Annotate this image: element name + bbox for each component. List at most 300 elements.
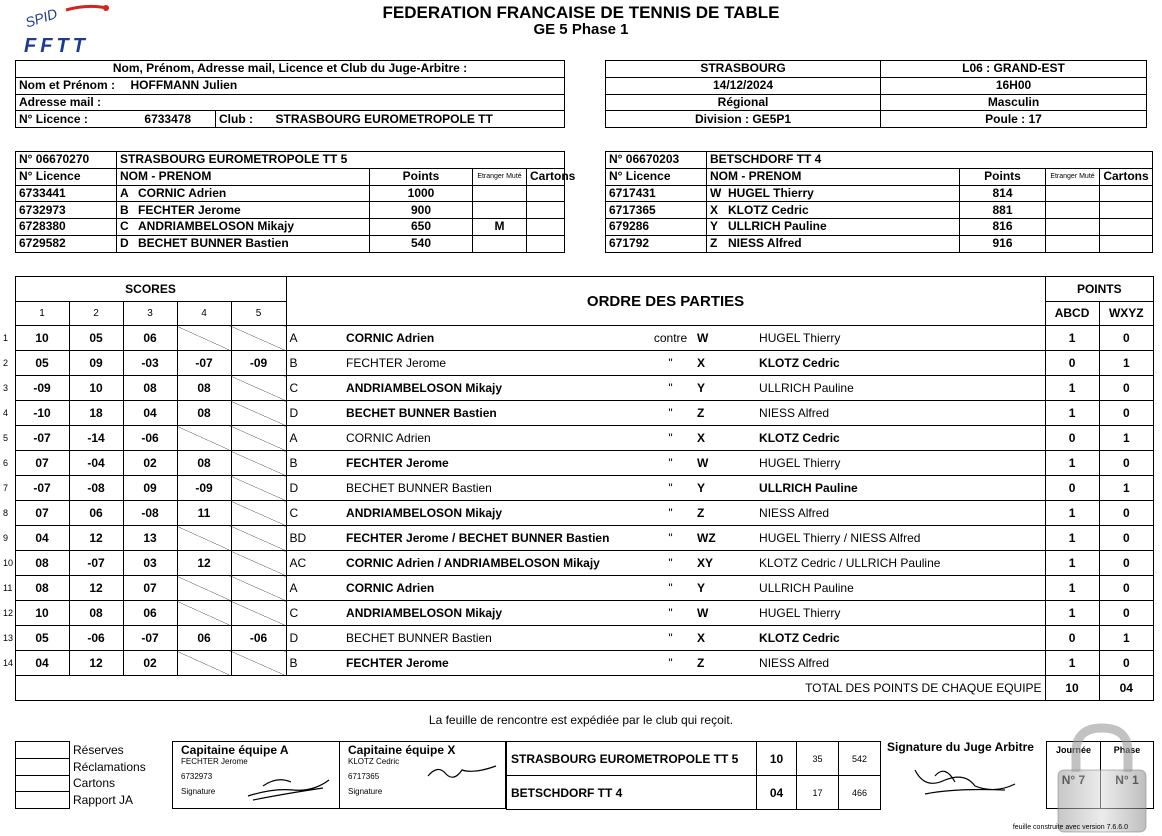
score-empty-cell xyxy=(231,401,286,426)
match-info-table xyxy=(605,60,1147,128)
player-name: ANDRIAMBELOSON Mikajy xyxy=(138,219,295,234)
points-x: 0 xyxy=(1099,501,1153,526)
player-points: 900 xyxy=(370,202,473,219)
points-a: 1 xyxy=(1045,501,1099,526)
game-row xyxy=(3,551,1154,576)
player-mute: M xyxy=(473,219,527,236)
player-mute xyxy=(473,235,527,252)
captain-x-name: KLOTZ Cedric xyxy=(348,757,400,766)
score-empty-cell xyxy=(231,526,286,551)
set-score: 03 xyxy=(123,551,177,576)
set-score: -09 xyxy=(177,476,231,501)
set-score: 10 xyxy=(15,326,69,351)
set-score: -08 xyxy=(123,501,177,526)
player-name: FECHTER Jerome xyxy=(138,202,241,217)
page-subtitle: GE 5 Phase 1 xyxy=(533,21,629,38)
set-score: 08 xyxy=(177,376,231,401)
set-score: 06 xyxy=(123,601,177,626)
player-name-cell xyxy=(117,235,370,252)
points-x: 0 xyxy=(1099,601,1153,626)
player-licence: 671792 xyxy=(606,235,707,252)
captain-a-licence: 6732973 xyxy=(181,772,213,781)
set-score: 09 xyxy=(69,351,123,376)
score-empty-cell xyxy=(231,451,286,476)
captain-x-label: Capitaine équipe X xyxy=(348,743,456,757)
set-score: 09 xyxy=(123,476,177,501)
points-x: 0 xyxy=(1099,526,1153,551)
player-letter: X xyxy=(710,202,719,217)
captain-a-signature xyxy=(243,768,333,804)
points-a: 0 xyxy=(1045,351,1099,376)
set-score: 05 xyxy=(69,326,123,351)
versus-label: " xyxy=(647,451,694,476)
set-score: -03 xyxy=(123,351,177,376)
game-row xyxy=(3,601,1154,626)
points-a: 1 xyxy=(1045,526,1099,551)
set-score: 06 xyxy=(123,326,177,351)
referee-heading: Nom, Prénom, Adresse mail, Licence et Club du Juge-Arbitre : xyxy=(16,61,565,78)
player-a-letter: D xyxy=(286,476,343,501)
player-licence: 679286 xyxy=(606,219,707,236)
player-licence: 6728380 xyxy=(16,219,117,236)
match-city: STRASBOURG xyxy=(606,61,881,78)
player-a-letter: D xyxy=(286,401,343,426)
set-number-1: 1 xyxy=(15,301,69,326)
player-a-letter: AC xyxy=(286,551,343,576)
set-score: 04 xyxy=(15,651,69,676)
player-mute xyxy=(473,185,527,202)
versus-label: " xyxy=(647,651,694,676)
team-a-header-name: NOM - PRENOM xyxy=(117,168,370,185)
player-a-name: FECHTER Jerome xyxy=(343,651,647,676)
game-row xyxy=(3,426,1154,451)
player-cards xyxy=(527,219,565,236)
player-points: 540 xyxy=(370,235,473,252)
score-empty-cell xyxy=(177,576,231,601)
versus-label: " xyxy=(647,376,694,401)
player-points: 1000 xyxy=(370,185,473,202)
player-a-letter: C xyxy=(286,501,343,526)
player-a-name: BECHET BUNNER Bastien xyxy=(343,476,647,501)
set-score: -07 xyxy=(177,351,231,376)
player-a-letter: B xyxy=(286,651,343,676)
check-box-reserves[interactable] xyxy=(16,742,70,759)
player-cards xyxy=(1100,235,1153,252)
result-team-x-points: 04 xyxy=(757,776,797,810)
result-team-x: BETSCHDORF TT 4 xyxy=(507,776,757,810)
versus-label: contre xyxy=(647,326,694,351)
player-letter: Z xyxy=(710,236,718,251)
player-a-name: ANDRIAMBELOSON Mikajy xyxy=(343,501,647,526)
game-number: 9 xyxy=(3,533,9,543)
versus-label: " xyxy=(647,626,694,651)
captain-a-label: Capitaine équipe A xyxy=(181,743,289,757)
player-x-letter: Y xyxy=(694,376,756,401)
team-a-table xyxy=(15,151,576,253)
game-row xyxy=(3,476,1154,501)
player-points: 814 xyxy=(960,185,1046,202)
set-score: 04 xyxy=(123,401,177,426)
player-name-cell xyxy=(707,219,960,236)
player-name: BECHET BUNNER Bastien xyxy=(138,236,289,251)
player-x-letter: WZ xyxy=(694,526,756,551)
game-number: 11 xyxy=(3,583,13,593)
match-division: Division : GE5P1 xyxy=(606,111,881,128)
score-empty-cell xyxy=(177,526,231,551)
team-a-header-mute: Etranger Muté xyxy=(473,168,527,185)
points-x: 0 xyxy=(1099,651,1153,676)
set-score: 08 xyxy=(15,576,69,601)
set-number-2: 2 xyxy=(69,301,123,326)
check-label-cartons: Cartons xyxy=(73,776,116,791)
game-number: 2 xyxy=(3,358,9,368)
set-score: 08 xyxy=(15,551,69,576)
team-x-header-mute: Etranger Muté xyxy=(1046,168,1100,185)
team-a-header-licence: N° Licence xyxy=(16,168,117,185)
set-score: 10 xyxy=(15,601,69,626)
player-a-letter: B xyxy=(286,351,343,376)
player-a-name: CORNIC Adrien xyxy=(343,576,647,601)
result-team-a-sets: 35 xyxy=(797,742,839,776)
match-gender: Masculin xyxy=(881,94,1147,111)
order-label: ORDRE DES PARTIES xyxy=(286,277,1045,326)
check-box-rapport[interactable] xyxy=(16,792,70,809)
player-cards xyxy=(527,235,565,252)
set-score: 04 xyxy=(15,526,69,551)
check-label-rapport: Rapport JA xyxy=(73,793,134,808)
game-number: 3 xyxy=(3,383,9,393)
versus-label: " xyxy=(647,351,694,376)
player-row xyxy=(606,235,1153,252)
referee-signature xyxy=(905,760,1020,805)
player-x-letter: Y xyxy=(694,476,756,501)
points-x: 1 xyxy=(1099,426,1153,451)
game-row xyxy=(3,626,1154,651)
player-name-cell xyxy=(117,219,370,236)
player-row xyxy=(16,219,565,236)
points-x: 0 xyxy=(1099,551,1153,576)
player-x-name: ULLRICH Pauline xyxy=(756,576,1045,601)
points-x: 0 xyxy=(1099,376,1153,401)
set-score: 13 xyxy=(123,526,177,551)
player-a-name: CORNIC Adrien xyxy=(343,326,647,351)
player-x-name: HUGEL Thierry / NIESS Alfred xyxy=(756,526,1045,551)
captain-x xyxy=(340,742,505,808)
versus-label: " xyxy=(647,601,694,626)
set-score: 12 xyxy=(69,526,123,551)
team-x-table xyxy=(605,151,1153,253)
game-number: 4 xyxy=(3,408,9,418)
player-row xyxy=(606,202,1153,219)
player-name-cell xyxy=(117,202,370,219)
player-letter: B xyxy=(120,202,129,217)
checks-table xyxy=(15,741,172,809)
team-a-name: STRASBOURG EUROMETROPOLE TT 5 xyxy=(117,152,565,169)
player-licence: 6733441 xyxy=(16,185,117,202)
set-score: -07 xyxy=(15,426,69,451)
team-x-header-cards: Cartons xyxy=(1100,168,1153,185)
points-x: 0 xyxy=(1099,401,1153,426)
player-x-name: ULLRICH Pauline xyxy=(756,376,1045,401)
points-a: 1 xyxy=(1045,376,1099,401)
player-licence: 6717431 xyxy=(606,185,707,202)
player-cards xyxy=(527,202,565,219)
captain-x-licence: 6717365 xyxy=(348,772,380,781)
score-empty-cell xyxy=(177,651,231,676)
player-a-name: ANDRIAMBELOSON Mikajy xyxy=(343,601,647,626)
player-a-name: CORNIC Adrien / ANDRIAMBELOSON Mikajy xyxy=(343,551,647,576)
player-letter: D xyxy=(120,236,129,251)
game-number: 6 xyxy=(3,458,9,468)
points-a: 1 xyxy=(1045,601,1099,626)
player-letter: W xyxy=(710,185,722,200)
player-mute xyxy=(1046,202,1100,219)
game-number: 1 xyxy=(3,333,9,343)
referee-club: STRASBOURG EUROMETROPOLE TT xyxy=(273,111,565,128)
score-empty-cell xyxy=(231,651,286,676)
player-a-name: BECHET BUNNER Bastien xyxy=(343,401,647,426)
player-x-name: ULLRICH Pauline xyxy=(756,476,1045,501)
set-score: -06 xyxy=(231,626,286,651)
set-score: -06 xyxy=(69,626,123,651)
score-empty-cell xyxy=(177,326,231,351)
set-number-5: 5 xyxy=(231,301,286,326)
journee-label: Journée xyxy=(1055,745,1091,755)
set-score: 02 xyxy=(123,651,177,676)
player-a-letter: BD xyxy=(286,526,343,551)
player-x-letter: W xyxy=(694,601,756,626)
scores-label: SCORES xyxy=(15,277,286,302)
referee-signature-label: Signature du Juge Arbitre xyxy=(887,740,1034,754)
player-x-name: KLOTZ Cedric xyxy=(756,626,1045,651)
versus-label: " xyxy=(647,401,694,426)
player-name-cell xyxy=(707,185,960,202)
player-a-name: FECHTER Jerome xyxy=(343,351,647,376)
points-a: 0 xyxy=(1045,476,1099,501)
referee-name: HOFFMANN Julien xyxy=(121,77,565,94)
set-score: 08 xyxy=(69,601,123,626)
team-a-number: N° 06670270 xyxy=(16,152,117,169)
captains-box xyxy=(172,741,506,809)
points-a: 1 xyxy=(1045,451,1099,476)
check-box-reclamations[interactable] xyxy=(16,758,70,775)
team-x-name: BETSCHDORF TT 4 xyxy=(707,152,1153,169)
captain-a xyxy=(173,742,340,808)
set-score: 12 xyxy=(69,651,123,676)
player-cards xyxy=(1100,185,1153,202)
player-name: KLOTZ Cedric xyxy=(728,202,809,217)
score-empty-cell xyxy=(177,426,231,451)
player-a-name: BECHET BUNNER Bastien xyxy=(343,626,647,651)
player-cards xyxy=(1100,202,1153,219)
abcd-label: ABCD xyxy=(1045,301,1099,326)
game-row xyxy=(3,526,1154,551)
player-name-cell xyxy=(117,185,370,202)
player-x-letter: X xyxy=(694,426,756,451)
points-a: 1 xyxy=(1045,401,1099,426)
player-x-letter: X xyxy=(694,351,756,376)
player-a-name: ANDRIAMBELOSON Mikajy xyxy=(343,376,647,401)
set-score: 08 xyxy=(123,376,177,401)
player-x-name: HUGEL Thierry xyxy=(756,451,1045,476)
player-name-cell xyxy=(707,202,960,219)
score-empty-cell xyxy=(177,601,231,626)
set-score: 11 xyxy=(177,501,231,526)
versus-label: " xyxy=(647,501,694,526)
game-number: 8 xyxy=(3,508,9,518)
set-score: -07 xyxy=(123,626,177,651)
set-score: 10 xyxy=(69,376,123,401)
player-x-name: HUGEL Thierry xyxy=(756,326,1045,351)
captain-x-signature-label: Signature xyxy=(348,787,383,796)
player-mute xyxy=(1046,219,1100,236)
team-x-header-points: Points xyxy=(960,168,1046,185)
points-a: 1 xyxy=(1045,576,1099,601)
player-a-name: FECHTER Jerome xyxy=(343,451,647,476)
player-points: 916 xyxy=(960,235,1046,252)
player-mute xyxy=(1046,185,1100,202)
set-score: -10 xyxy=(15,401,69,426)
result-team-x-sets: 17 xyxy=(797,776,839,810)
game-row xyxy=(3,501,1154,526)
team-x-header-name: NOM - PRENOM xyxy=(707,168,960,185)
player-x-name: KLOTZ Cedric xyxy=(756,351,1045,376)
set-number-3: 3 xyxy=(123,301,177,326)
points-a: 0 xyxy=(1045,426,1099,451)
player-name-cell xyxy=(707,235,960,252)
page-title: FEDERATION FRANCAISE DE TENNIS DE TABLE xyxy=(382,3,780,22)
player-x-name: HUGEL Thierry xyxy=(756,601,1045,626)
player-name: CORNIC Adrien xyxy=(138,185,227,200)
player-letter: A xyxy=(120,185,129,200)
set-score: -04 xyxy=(69,451,123,476)
player-x-letter: Z xyxy=(694,401,756,426)
results-table xyxy=(506,741,881,810)
team-x-header-licence: N° Licence xyxy=(606,168,707,185)
player-x-letter: Z xyxy=(694,651,756,676)
player-a-letter: A xyxy=(286,576,343,601)
set-score: 18 xyxy=(69,401,123,426)
player-row xyxy=(16,235,565,252)
game-row xyxy=(3,376,1154,401)
player-x-name: KLOTZ Cedric / ULLRICH Pauline xyxy=(756,551,1045,576)
player-licence: 6717365 xyxy=(606,202,707,219)
player-x-name: NIESS Alfred xyxy=(756,501,1045,526)
player-mute xyxy=(1046,235,1100,252)
check-box-cartons[interactable] xyxy=(16,775,70,792)
logo-bottom-text: FFTT xyxy=(24,35,89,57)
score-empty-cell xyxy=(231,426,286,451)
player-x-name: NIESS Alfred xyxy=(756,401,1045,426)
captain-a-name: FECHTER Jerome xyxy=(181,757,248,766)
match-level: Régional xyxy=(606,94,881,111)
set-score: -07 xyxy=(15,476,69,501)
notice-text: La feuille de rencontre est expédiée par le club qui reçoit. xyxy=(428,713,734,727)
game-row xyxy=(3,326,1154,351)
match-date: 14/12/2024 xyxy=(606,77,881,94)
referee-email xyxy=(121,94,565,111)
player-x-letter: W xyxy=(694,451,756,476)
set-score: 07 xyxy=(15,501,69,526)
game-row xyxy=(3,401,1154,426)
score-empty-cell xyxy=(231,376,286,401)
game-number: 10 xyxy=(3,558,14,568)
points-label: POINTS xyxy=(1045,277,1153,302)
total-a: 10 xyxy=(1045,676,1099,701)
result-team-x-balls: 466 xyxy=(839,776,881,810)
score-empty-cell xyxy=(231,601,286,626)
check-label-reserves: Réserves xyxy=(73,742,124,757)
player-row xyxy=(16,202,565,219)
points-x: 1 xyxy=(1099,626,1153,651)
referee-name-label: Nom et Prénom : xyxy=(16,77,121,94)
points-x: 1 xyxy=(1099,476,1153,501)
match-time: 16H00 xyxy=(881,77,1147,94)
set-score: 12 xyxy=(177,551,231,576)
player-x-name: KLOTZ Cedric xyxy=(756,426,1045,451)
score-empty-cell xyxy=(231,326,286,351)
player-row xyxy=(606,185,1153,202)
games-table xyxy=(3,276,1154,701)
versus-label: " xyxy=(647,576,694,601)
player-a-name: FECHTER Jerome / BECHET BUNNER Bastien xyxy=(343,526,647,551)
set-score: -14 xyxy=(69,426,123,451)
result-team-a: STRASBOURG EUROMETROPOLE TT 5 xyxy=(507,742,757,776)
player-x-letter: XY xyxy=(694,551,756,576)
game-number: 7 xyxy=(3,483,9,493)
player-a-name: CORNIC Adrien xyxy=(343,426,647,451)
check-label-reclamations: Réclamations xyxy=(73,759,146,774)
player-x-letter: Y xyxy=(694,576,756,601)
versus-label: " xyxy=(647,426,694,451)
set-score: -06 xyxy=(123,426,177,451)
game-row xyxy=(3,351,1154,376)
set-score: 02 xyxy=(123,451,177,476)
points-a: 0 xyxy=(1045,626,1099,651)
points-a: 1 xyxy=(1045,651,1099,676)
logo-top-text: SPID xyxy=(23,5,60,31)
referee-table xyxy=(15,60,565,128)
score-empty-cell xyxy=(231,576,286,601)
player-letter: Y xyxy=(710,219,719,234)
captain-a-signature-label: Signature xyxy=(181,787,216,796)
set-score: 06 xyxy=(69,501,123,526)
set-score: 12 xyxy=(69,576,123,601)
set-number-4: 4 xyxy=(177,301,231,326)
player-name: ULLRICH Pauline xyxy=(728,219,827,234)
match-pool: Poule : 17 xyxy=(881,111,1147,128)
player-x-letter: X xyxy=(694,626,756,651)
team-a-header-cards: Cartons xyxy=(527,168,565,185)
set-score: 08 xyxy=(177,401,231,426)
captain-x-signature xyxy=(424,760,500,784)
set-score: -07 xyxy=(69,551,123,576)
player-licence: 6729582 xyxy=(16,235,117,252)
version-credit: feuille construite avec version 7.6.6.0 xyxy=(1012,824,1128,831)
player-name: NIESS Alfred xyxy=(728,236,802,251)
set-score: 07 xyxy=(15,451,69,476)
set-score: 08 xyxy=(177,451,231,476)
wxyz-label: WXYZ xyxy=(1099,301,1153,326)
result-team-a-balls: 542 xyxy=(839,742,881,776)
set-score: -09 xyxy=(15,376,69,401)
game-number: 13 xyxy=(3,633,14,643)
referee-licence-label: N° Licence : xyxy=(16,111,121,128)
set-score: 06 xyxy=(177,626,231,651)
team-x-number: N° 06670203 xyxy=(606,152,707,169)
score-empty-cell xyxy=(231,476,286,501)
player-a-letter: C xyxy=(286,601,343,626)
